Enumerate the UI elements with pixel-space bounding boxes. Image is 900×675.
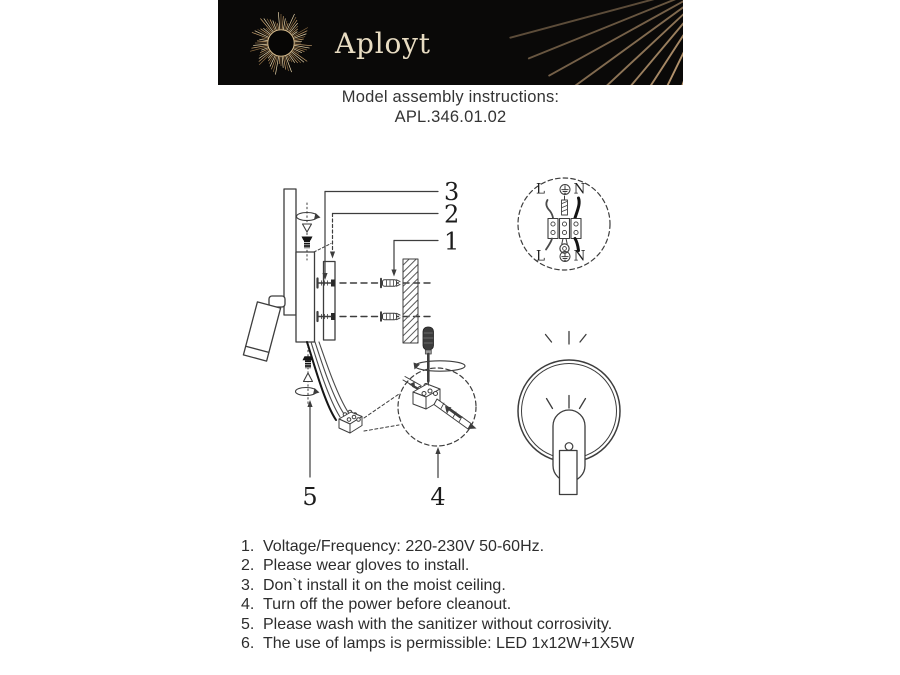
item-number: 5.	[241, 615, 255, 633]
model-code: APL.346.01.02	[394, 108, 507, 126]
wire	[546, 239, 552, 250]
lamp-side-view	[243, 189, 314, 361]
light-ray	[547, 399, 553, 409]
wire-bundle	[307, 342, 348, 420]
light-ray	[580, 399, 586, 409]
item-text: The use of lamps is permissible: LED 1x12W+1X5W	[263, 635, 635, 653]
item-number: 3.	[241, 576, 255, 594]
sunburst-center	[269, 31, 294, 56]
lamp-front-view	[518, 332, 620, 495]
reading-spotlight	[243, 302, 280, 361]
screwdriver-icon	[414, 327, 466, 387]
earth-ground-icon	[560, 252, 570, 262]
assembly-diagram	[230, 165, 670, 530]
rotate-arrow-icon	[415, 361, 465, 371]
instruction-item	[230, 595, 682, 614]
leader-part-4	[435, 447, 440, 478]
brand-banner	[218, 0, 683, 85]
terminal-label-N-bottom: N	[573, 248, 586, 265]
instruction-item	[230, 537, 682, 556]
instruction-item	[230, 634, 682, 653]
direction-arrow-icon	[304, 373, 313, 382]
item-text: Please wash with the sanitizer without corrosivity.	[263, 615, 613, 633]
sheet-title: Model assembly instructions:	[341, 88, 560, 106]
direction-arrow-icon	[303, 224, 312, 232]
leader-part-2	[330, 214, 438, 259]
part-label-5: 5	[302, 483, 318, 511]
item-text: Voltage/Frequency: 220-230V 50-60Hz.	[263, 538, 545, 555]
item-text: Turn off the power before cleanout.	[263, 596, 512, 614]
part-label-4: 4	[430, 483, 446, 511]
part-label-3: 3	[444, 178, 460, 206]
light-ray	[546, 335, 552, 343]
item-number: 2.	[241, 557, 255, 575]
wall-section	[403, 259, 418, 343]
instruction-list	[230, 537, 682, 653]
terminal-label-L-bottom: L	[536, 248, 545, 265]
item-number: 6.	[241, 635, 255, 653]
brand-wordmark: Aployt	[335, 27, 431, 60]
detail-leader-line	[364, 394, 399, 418]
light-ray	[580, 335, 586, 343]
item-number: 4.	[241, 596, 255, 614]
terminal-detail	[403, 377, 477, 430]
wiring-diagram-circle	[518, 178, 610, 270]
bolt-icon	[302, 237, 313, 241]
terminal-label-L-top: L	[536, 181, 545, 198]
part-label-1: 1	[444, 227, 460, 256]
terminal-block-small	[339, 410, 362, 433]
item-text: Don`t install it on the moist ceiling.	[263, 576, 506, 594]
earth-ground-icon	[560, 185, 570, 195]
switch-knob	[565, 443, 573, 451]
banner-art	[218, 0, 683, 85]
sheet-title-block	[218, 87, 683, 127]
wire	[575, 198, 579, 218]
instruction-item	[230, 576, 682, 595]
instruction-item	[230, 615, 682, 634]
bottom-bolt-assembly	[296, 346, 320, 404]
wire	[546, 200, 553, 218]
leader-part-5	[307, 400, 312, 477]
part-label-2: 2	[444, 200, 460, 229]
item-number: 1.	[241, 538, 255, 555]
item-text: Please wear gloves to install.	[263, 557, 470, 575]
terminal-label-N-top: N	[573, 181, 586, 198]
leader-part-3	[322, 192, 438, 281]
instruction-item	[230, 556, 682, 575]
cable	[434, 399, 471, 429]
detail-leader-line	[364, 425, 399, 431]
insert-arrow-icon	[409, 382, 415, 388]
